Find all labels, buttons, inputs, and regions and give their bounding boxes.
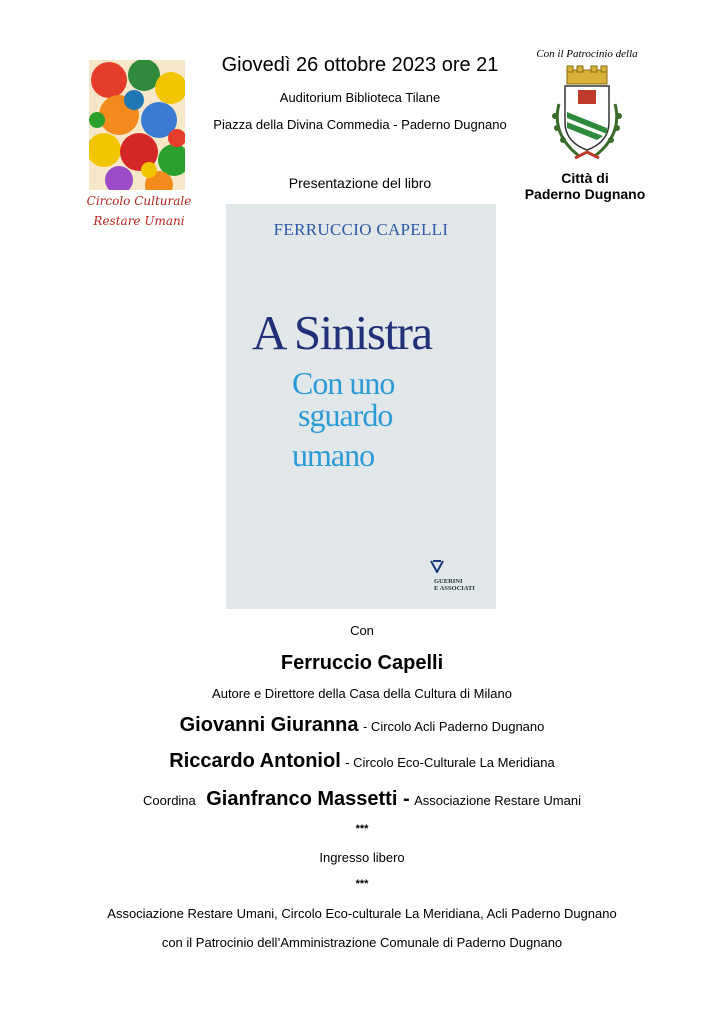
moderator-prefix: Coordina <box>143 793 196 808</box>
book-subtitle-line2: sguardo <box>298 397 393 433</box>
logo-text-line1: Circolo Culturale <box>86 194 192 208</box>
book-subtitle-line1: Con uno <box>292 365 395 401</box>
event-address: Piazza della Divina Commedia - Paderno Dugnano <box>213 117 507 132</box>
book-title: A Sinistra <box>252 305 432 360</box>
book-presentation-label: Presentazione del libro <box>288 175 432 191</box>
separator: *** <box>355 823 369 835</box>
city-name <box>510 170 660 202</box>
book-cover <box>226 204 496 609</box>
organizers-line: Associazione Restare Umani, Circolo Eco-culturale La Meridiana, Acli Paderno Dugnano <box>107 906 617 921</box>
event-date: Giovedì 26 ottobre 2023 ore 21 <box>221 54 499 76</box>
moderator-line <box>0 788 724 811</box>
patronage-line: con il Patrocinio dell’Amministrazione Comunale di Paderno Dugnano <box>161 935 563 950</box>
circolo-restare-umani-logo <box>84 56 194 236</box>
speaker-name: Giovanni Giuranna <box>179 714 359 736</box>
publisher-name <box>434 578 475 592</box>
speaker-affiliation: - Circolo Eco-Culturale La Meridiana <box>345 755 555 770</box>
publisher-name-line2: E ASSOCIATI <box>434 585 475 592</box>
speaker-line <box>0 714 724 737</box>
separator: *** <box>355 878 369 890</box>
main-speaker-name: Ferruccio Capelli <box>280 652 444 674</box>
book-subtitle-line3: umano <box>292 437 375 473</box>
free-entry-note: Ingresso libero <box>319 850 405 865</box>
with-label: Con <box>350 623 374 638</box>
city-name-line2: Paderno Dugnano <box>524 186 646 202</box>
speaker-line <box>0 750 724 773</box>
logo-text-line2: Restare Umani <box>93 214 185 228</box>
event-venue: Auditorium Biblioteca Tilane <box>279 90 441 105</box>
patronage-caption: Con il Patrocinio della <box>536 48 638 60</box>
moderator-affiliation: Associazione Restare Umani <box>414 793 581 808</box>
city-crest-icon <box>545 64 629 168</box>
publisher-name-line1: GUERINI <box>434 578 463 585</box>
moderator-name: Gianfranco Massetti - <box>206 788 410 810</box>
speaker-affiliation: - Circolo Acli Paderno Dugnano <box>362 719 545 734</box>
main-speaker-role: Autore e Direttore della Casa della Cultura di Milano <box>212 686 512 701</box>
city-name-line1: Città di <box>561 170 609 186</box>
book-author: FERRUCCIO CAPELLI <box>273 220 449 239</box>
publisher-logo-icon <box>430 559 444 573</box>
speaker-name: Riccardo Antoniol <box>169 750 341 772</box>
